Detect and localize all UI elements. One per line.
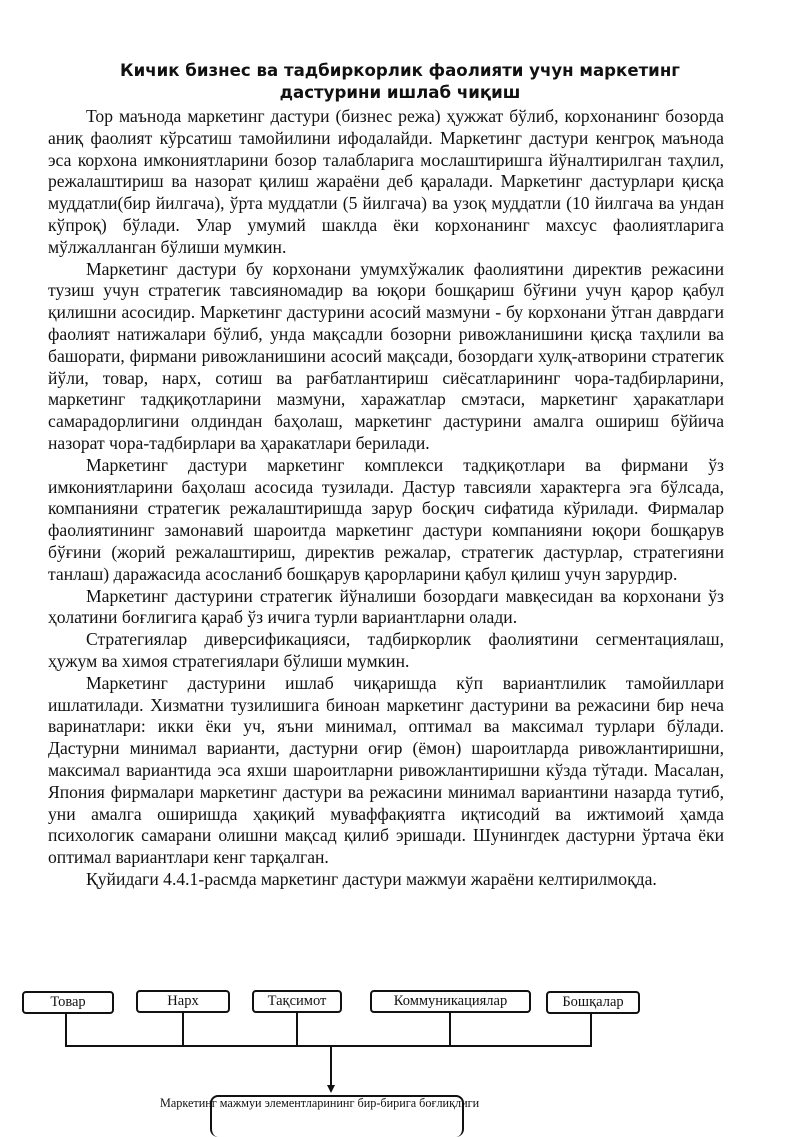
marketing-mix-diagram [0,975,800,1131]
connector-price [182,1013,184,1046]
diagram-box-product: Товар [22,991,114,1014]
document-title [60,60,740,104]
paragraph-6: Маркетинг дастурини ишлаб чиқаришда кўп вариантлилик тамойиллари ишлатилади. Хизматни тузилишига биноан маркетинг дастурини ва режасини бир неча варинатлари: икки ёки уч, яъни минимал, оптимал ва максимал турлари бўлади. Дастурни минимал варианти, дастурни оғир (ёмон) шароитларда ривожлантиришни, максимал вариантида эса яхши шароитларни ривожлантиришни кўзда тўтади. Масалан, Япония фирмалари маркетинг дастури ва режасини минимал вариантини назарда тутиб, уни амалга оширишда ҳақиқий муваффақиятга иқтисодий ва ижтимоий ҳамда психологик самарани олишни мақсад қилиб эришади. Шунингдек дастурни ўртача ёки оптимал вариантлари кенг тарқалган. [48,672,724,868]
connector-product [65,1014,67,1046]
title-line-1: Кичик бизнес ва тадбиркорлик фаолияти учун маркетинг [120,61,680,80]
connector-distribution [296,1013,298,1046]
connector-other [590,1014,592,1046]
bottom-result-label: Маркетинг мажмуи элементларининг бир-бирига боғлиқлиги [160,1096,480,1110]
figure-caption: Қуйидаги 4.4.1-расмда маркетинг дастури мажмуи жараёни келтирилмоқда. [86,868,657,889]
horizontal-bus-line [65,1045,592,1047]
diagram-box-price: Нарх [136,990,230,1013]
paragraph-1: Тор маънода маркетинг дастури (бизнес режа) ҳужжат бўлиб, корхонанинг бозорда аниқ фаолият кўрсатиш тамойилини ифодалайди. Маркетинг дастури кенгроқ маънода эса корхона имкониятларини бозор талабларига мослаштиришга йўналтирилган таҳлил, режалаштириш ва назорат қилиш жараёни деб қаралади. Маркетинг дастурлари қисқа муддатли(бир йилгача), ўрта муддатли (5 йилгача) ва узоқ муддатли (10 йилгача ва ундан кўпроқ) бўлади. Улар умумий шаклда ёки корхонанинг махсус фаолиятларига мўлжалланган бўлиши мумкин. [48,106,724,257]
diagram-box-communications: Коммуникациялар [370,990,531,1013]
diagram-box-other: Бошқалар [546,991,640,1014]
down-arrow-icon [327,1085,335,1093]
diagram-box-distribution: Тақсимот [252,990,342,1013]
down-arrow-shaft [330,1045,332,1087]
paragraph-2: Маркетинг дастури бу корхонани умумхўжалик фаолиятини директив режасини тузиш учун стратегик тавсияномадир ва юқори бошқариш бўғини учун қарор қабул қилишни асосидир. Маркетинг дастурини асосий мазмуни - бу корхонани ўтган даврдаги фаолият натижалари бўлиб, унда мақсадли бозорни ривожланишини қисқа таҳлили ва башорати, фирмани ривожланишини асосий мақсади, бозордаги хулқ-атворини стратегик йўли, товар, нарх, сотиш ва рағбатлантириш сиёсатларининг чора-тадбирларини, маркетинг тадқиқотларини мазмуни, харажатлар смэтаси, маркетинг ҳаракатлари самарадорлигини олдиндан баҳолаш, маркетинг дастурини амалга ошириш бўйича назорат чора-тадбирлари ва ҳаракатлари берилади. [48,258,724,453]
title-line-2: дастурини ишлаб чиқиш [279,83,521,102]
paragraph-4: Маркетинг дастурини стратегик йўналиши бозордаги мавқесидан ва корхонани ўз ҳолатини боғлигига қараб ўз ичига турли вариантларни олади. [48,585,724,628]
paragraph-3: Маркетинг дастури маркетинг комплекси тадқиқотлари ва фирмани ўз имкониятларини баҳолаш асосида тузилади. Дастур тавсияли характерга эга бўлсада, компанияни стратегик режалаштиришда зарур босқич сифатида кўрилади. Фирмалар фаолиятининг замонавий шароитда маркетинг дастури компанияни юқори бошқарув бўғини (жорий режалаштириш, директив режалар, стратегик дастурлар, стратегияни танлаш) даражасида асосланиб бошқарув қарорларини қабул қилиш учун зарурдир. [48,454,724,584]
connector-communications [449,1013,451,1046]
paragraph-5: Стратегиялар диверсификацияси, тадбиркорлик фаолиятини сегментациялаш, ҳужум ва химоя стратегиялари бўлиши мумкин. [48,629,724,671]
document-body [48,106,724,891]
